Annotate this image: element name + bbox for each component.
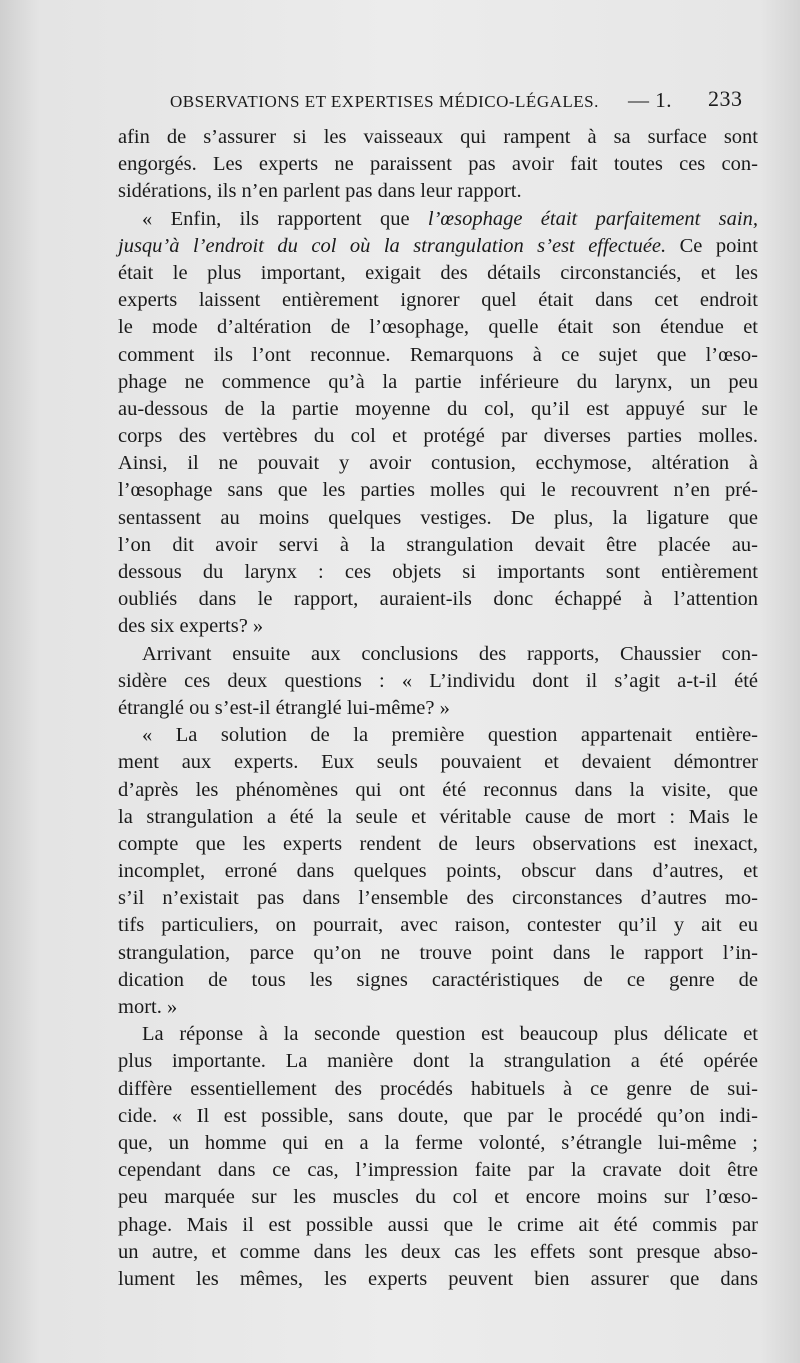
- running-head-title: OBSERVATIONS ET EXPERTISES MÉDICO-LÉGALES.: [170, 92, 599, 111]
- text-segment: diffère essentiellement des procédés habituels à ce genre de sui-: [118, 1077, 758, 1100]
- text-segment: l’œsophage sans que les parties molles qui le recouvrent n’en pré-: [118, 479, 758, 502]
- text-segment: cependant dans ce cas, l’impression faite par la cravate doit être: [118, 1159, 758, 1182]
- text-line: [118, 885, 758, 912]
- text-line: [118, 613, 758, 640]
- text-segment: la strangulation a été la seule et véritable cause de mort : Mais le: [118, 805, 758, 828]
- text-segment: phage. Mais il est possible aussi que le crime ait été commis par: [118, 1213, 758, 1236]
- text-segment: sidérations, ils n’en parlent pas dans leur rapport.: [118, 180, 522, 203]
- text-segment: engorgés. Les experts ne paraissent pas avoir fait toutes ces con-: [118, 153, 758, 176]
- text-segment: sentassent au moins quelques vestiges. De plus, la ligature que: [118, 506, 758, 529]
- text-line: [118, 178, 758, 205]
- text-segment: strangulation, parce qu’on ne trouve point dans le rapport l’in-: [118, 941, 758, 964]
- text-segment: La réponse à la seconde question est beaucoup plus délicate et: [142, 1023, 758, 1046]
- text-segment: « Enfin, ils rapportent que: [142, 207, 428, 230]
- text-line: [118, 124, 758, 151]
- text-segment: Ce point: [666, 234, 758, 257]
- text-line: [118, 668, 758, 695]
- text-segment: comment ils l’ont reconnue. Remarquons à ce sujet que l’œso-: [118, 343, 758, 366]
- text-line: [118, 260, 758, 287]
- text-segment: compte que les experts rendent de leurs observations est inexact,: [118, 832, 758, 855]
- text-line: [118, 858, 758, 885]
- text-line: [118, 477, 758, 504]
- text-line: [118, 369, 758, 396]
- text-line: [118, 804, 758, 831]
- text-line: [118, 967, 758, 994]
- text-line: [118, 423, 758, 450]
- text-line: [118, 532, 758, 559]
- text-line: [118, 1021, 758, 1048]
- text-line: [118, 450, 758, 477]
- italic-text: jusqu’à l’endroit du col où la strangulation s’est effectuée.: [118, 234, 667, 257]
- text-line: [118, 233, 758, 260]
- section-number: — 1.: [628, 88, 672, 112]
- text-line: [118, 831, 758, 858]
- text-segment: des six experts? »: [118, 615, 264, 638]
- text-line: [118, 994, 758, 1021]
- text-segment: d’après les phénomènes qui ont été reconnus dans la visite, que: [118, 778, 758, 801]
- running-head: [170, 86, 770, 116]
- text-segment: était le plus important, exigait des détails circonstanciés, et les: [118, 261, 758, 284]
- body-text: [118, 124, 758, 1293]
- text-segment: mort. »: [118, 996, 178, 1018]
- text-line: [118, 940, 758, 967]
- text-segment: oubliés dans le rapport, auraient-ils donc échappé à l’attention: [118, 588, 758, 611]
- text-line: [118, 206, 758, 233]
- text-line: [118, 1239, 758, 1266]
- text-line: [118, 695, 758, 722]
- text-segment: « La solution de la première question appartenait entière-: [142, 724, 758, 747]
- text-segment: dessous du larynx : ces objets si importants sont entièrement: [118, 561, 758, 583]
- text-line: [118, 777, 758, 804]
- text-segment: incomplet, erroné dans quelques points, obscur dans d’autres, et: [118, 860, 758, 883]
- text-line: [118, 396, 758, 423]
- text-line: [118, 641, 758, 668]
- text-segment: lument les mêmes, les experts peuvent bien assurer que dans: [118, 1267, 758, 1290]
- text-line: [118, 1212, 758, 1239]
- italic-text: l’œsophage était parfaitement sain,: [427, 207, 758, 230]
- text-line: [118, 1048, 758, 1075]
- text-segment: cide. « Il est possible, sans doute, que par le procédé qu’on indi-: [118, 1104, 758, 1127]
- text-line: [118, 151, 758, 178]
- text-line: [118, 505, 758, 532]
- text-segment: étranglé ou s’est-il étranglé lui-même? »: [118, 696, 450, 719]
- text-line: [118, 586, 758, 613]
- text-segment: Arrivant ensuite aux conclusions des rapports, Chaussier con-: [142, 642, 758, 665]
- text-segment: Ainsi, il ne pouvait y avoir contusion, ecchymose, altération à: [118, 452, 758, 475]
- text-segment: peu marquée sur les muscles du col et encore moins sur l’œso-: [118, 1186, 758, 1209]
- text-line: [118, 1184, 758, 1211]
- text-line: [118, 1157, 758, 1184]
- text-segment: s’il n’existait pas dans l’ensemble des circonstances d’autres mo-: [118, 887, 758, 910]
- text-segment: tifs particuliers, on pourrait, avec raison, contester qu’il y ait eu: [118, 914, 758, 937]
- text-line: [118, 287, 758, 314]
- text-line: [118, 1103, 758, 1130]
- text-line: [118, 1076, 758, 1103]
- page-number: 233: [708, 86, 743, 111]
- text-line: [118, 912, 758, 939]
- text-segment: corps des vertèbres du col et protégé par diverses parties molles.: [118, 425, 758, 448]
- text-segment: experts laissent entièrement ignorer quel était dans cet endroit: [118, 289, 758, 312]
- text-line: [118, 559, 758, 586]
- text-segment: afin de s’assurer si les vaisseaux qui rampent à sa surface sont: [118, 126, 758, 148]
- text-segment: ment aux experts. Eux seuls pouvaient et devaient démontrer: [118, 751, 758, 774]
- text-line: [118, 342, 758, 369]
- text-line: [118, 1130, 758, 1157]
- text-segment: un autre, et comme dans les deux cas les effets sont presque abso-: [118, 1240, 758, 1263]
- text-segment: dication de tous les signes caractéristiques de ce genre de: [118, 968, 758, 991]
- text-segment: phage ne commence qu’à la partie inférieure du larynx, un peu: [118, 370, 758, 393]
- text-segment: plus importante. La manière dont la strangulation a été opérée: [118, 1050, 758, 1073]
- text-line: [118, 314, 758, 341]
- text-segment: sidère ces deux questions : « L’individu dont il s’agit a-t-il été: [118, 669, 758, 692]
- text-segment: que, un homme qui en a la ferme volonté, s’étrangle lui-même ;: [118, 1131, 758, 1154]
- text-segment: le mode d’altération de l’œsophage, quelle était son étendue et: [118, 316, 758, 339]
- text-line: [118, 1266, 758, 1293]
- text-segment: au-dessous de la partie moyenne du col, qu’il est appuyé sur le: [118, 397, 758, 420]
- text-line: [118, 722, 758, 749]
- text-segment: l’on dit avoir servi à la strangulation devait être placée au-: [118, 533, 758, 556]
- text-line: [118, 749, 758, 776]
